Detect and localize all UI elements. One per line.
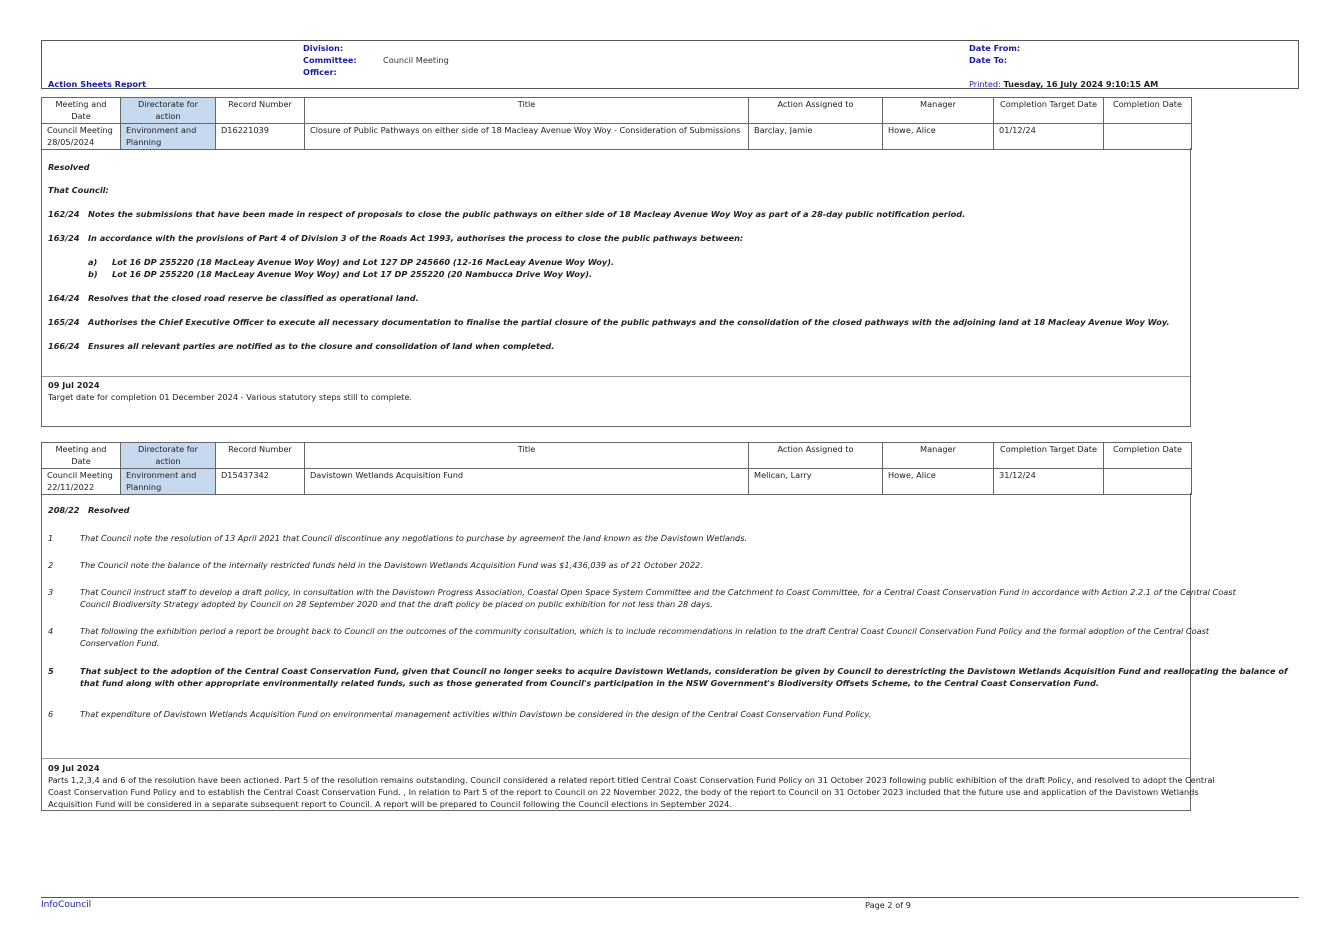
col-manager: Manager [883, 98, 994, 124]
action-table-1 [41, 97, 1192, 150]
col-completion: Completion Date [1104, 443, 1192, 469]
table-header-row [42, 443, 1192, 469]
table-header-row [42, 98, 1192, 124]
resolution-165: 165/24 Authorises the Chief Executive Officer to execute all necessary documentation to finalise the partial closure of the public pathways and the consolidation of the closed pathways with the adjoining land at 18 Macleay Avenue Woy Woy. [48, 317, 1170, 327]
action-2-details [41, 493, 1288, 811]
col-directorate: Directorate for action [121, 98, 216, 124]
resolution-163a: a) Lot 16 DP 255220 (18 MacLeay Avenue Woy Woy) and Lot 127 DP 245660 (12-16 MacLeay Avenue Woy Woy). [88, 257, 615, 267]
action-1-details [41, 148, 1191, 427]
note-line-3: Acquisition Fund will be considered in a separate subsequent report to Council. A report will be prepared to Council following the Council elections in September 2024. [48, 799, 732, 809]
col-directorate: Directorate for action [121, 443, 216, 469]
completion-cell [1104, 469, 1192, 495]
note-line-1: Parts 1,2,3,4 and 6 of the resolution have been actioned. Part 5 of the resolution remains outstanding. Council considered a related report titled Central Coast Conservation Fund Policy on 31 October 2023 following public exhibition of the draft Policy, and resolved to adopt the Central [48, 775, 1215, 785]
directorate-cell: Environment and Planning [121, 124, 216, 150]
note-date: 09 Jul 2024 [48, 763, 100, 773]
target-cell: 01/12/24 [994, 124, 1104, 150]
manager-cell: Howe, Alice [883, 124, 994, 150]
printed-label: Printed: [969, 79, 1001, 89]
action-table-2 [41, 442, 1192, 495]
resolved-heading: Resolved [48, 162, 90, 172]
footer-rule [41, 897, 1299, 898]
col-target: Completion Target Date [994, 98, 1104, 124]
title-cell: Closure of Public Pathways on either side of 18 Macleay Avenue Woy Woy - Consideration of Submissions [305, 124, 749, 150]
printed-line [969, 79, 1158, 89]
part-4-cont: Conservation Fund. [80, 638, 160, 648]
date-to-label: Date To: [969, 55, 1008, 65]
divider [42, 758, 1190, 759]
col-manager: Manager [883, 443, 994, 469]
printed-value: Tuesday, 16 July 2024 9:10:15 AM [1003, 79, 1159, 89]
note-line-2: Coast Conservation Fund Policy and to establish the Central Coast Conservation Fund. , In relation to Part 5 of the report to Council on 22 November 2022, the body of the report to Council on 31 October 2023 included that the future use and application of the Davistown Wetlands [48, 787, 1199, 797]
col-target: Completion Target Date [994, 443, 1104, 469]
part-3: 3 That Council instruct staff to develop a draft policy, in consultation with the Davistown Progress Association, Coastal Open Space System Committee and the Catchment to Coast Committee, for a Central Coast Conservation Fund in accordance with Action 2.2.1 of the Central Coast [48, 587, 1236, 597]
report-title: Action Sheets Report [48, 79, 146, 89]
committee-label: Committee: [303, 55, 357, 65]
manager-cell: Howe, Alice [883, 469, 994, 495]
note-text: Target date for completion 01 December 2024 - Various statutory steps still to complete. [48, 392, 412, 402]
resolution-166: 166/24 Ensures all relevant parties are notified as to the closure and consolidation of land when completed. [48, 341, 555, 351]
meeting-cell: Council Meeting 22/11/2022 [42, 469, 121, 495]
resolution-163: 163/24 In accordance with the provisions of Part 4 of Division 3 of the Roads Act 1993, authorises the process to close the public pathways between: [48, 233, 744, 243]
col-title: Title [305, 98, 749, 124]
record-cell: D15437342 [216, 469, 305, 495]
col-completion: Completion Date [1104, 98, 1192, 124]
part-5-cont: that fund along with other appropriate environmentally related funds, such as those generated from Council's participation in the NSW Government's Biodiversity Offsets Scheme, to the Central Coast Conservation Fund. [80, 678, 1099, 688]
col-assigned: Action Assigned to [749, 443, 883, 469]
assigned-cell: Melican, Larry [749, 469, 883, 495]
col-meeting: Meeting and Date [42, 98, 121, 124]
division-label: Division: [303, 43, 344, 53]
part-2: 2 The Council note the balance of the internally restricted funds held in the Davistown Wetlands Acquisition Fund was $1,436,039 as of 21 October 2022. [48, 560, 703, 570]
part-1: 1 That Council note the resolution of 13 April 2021 that Council discontinue any negotiations to purchase by agreement the land known as the Davistown Wetlands. [48, 533, 748, 543]
col-record: Record Number [216, 443, 305, 469]
directorate-cell: Environment and Planning [121, 469, 216, 495]
col-assigned: Action Assigned to [749, 98, 883, 124]
target-cell: 31/12/24 [994, 469, 1104, 495]
resolution-163b: b) Lot 16 DP 255220 (18 MacLeay Avenue Woy Woy) and Lot 17 DP 255220 (20 Nambucca Drive Woy Woy). [88, 269, 593, 279]
footer-brand: InfoCouncil [41, 900, 92, 910]
report-header [41, 40, 1299, 89]
resolution-162: 162/24 Notes the submissions that have been made in respect of proposals to close the public pathways on either side of 18 Macleay Avenue Woy Woy as part of a 28-day public notification period. [48, 209, 966, 219]
divider [42, 376, 1190, 377]
assigned-cell: Barclay, Jamie [749, 124, 883, 150]
part-6: 6 That expenditure of Davistown Wetlands Acquisition Fund on environmental management activities within Davistown be considered in the design of the Central Coast Conservation Fund Policy. [48, 709, 872, 719]
col-title: Title [305, 443, 749, 469]
completion-cell [1104, 124, 1192, 150]
col-record: Record Number [216, 98, 305, 124]
record-cell: D16221039 [216, 124, 305, 150]
committee-value: Council Meeting [383, 55, 449, 65]
page-number: Page 2 of 9 [865, 900, 911, 910]
title-cell: Davistown Wetlands Acquisition Fund [305, 469, 749, 495]
resolution-164: 164/24 Resolves that the closed road reserve be classified as operational land. [48, 293, 419, 303]
part-3-cont: Council Biodiversity Strategy adopted by Council on 28 September 2020 and that the draft policy be placed on public exhibition for not less than 28 days. [80, 599, 713, 609]
that-council: That Council: [48, 185, 109, 195]
part-4: 4 That following the exhibition period a report be brought back to Council on the outcomes of the community consultation, which is to include recommendations in relation to the draft Central Coast Council Conservation Fund Policy and the formal adoption of the Central Coast [48, 626, 1210, 636]
officer-label: Officer: [303, 67, 337, 77]
resolved-heading: 208/22 Resolved [48, 505, 130, 515]
meeting-cell: Council Meeting 28/05/2024 [42, 124, 121, 150]
col-meeting: Meeting and Date [42, 443, 121, 469]
table-row [42, 469, 1192, 495]
note-date: 09 Jul 2024 [48, 380, 100, 390]
part-5: 5 That subject to the adoption of the Central Coast Conservation Fund, given that Council no longer seeks to acquire Davistown Wetlands, consideration be given by Council to derestricting the Davistown Wetlands Acquisition Fund and reallocating the balance of [48, 666, 1288, 676]
date-from-label: Date From: [969, 43, 1021, 53]
table-row [42, 124, 1192, 150]
